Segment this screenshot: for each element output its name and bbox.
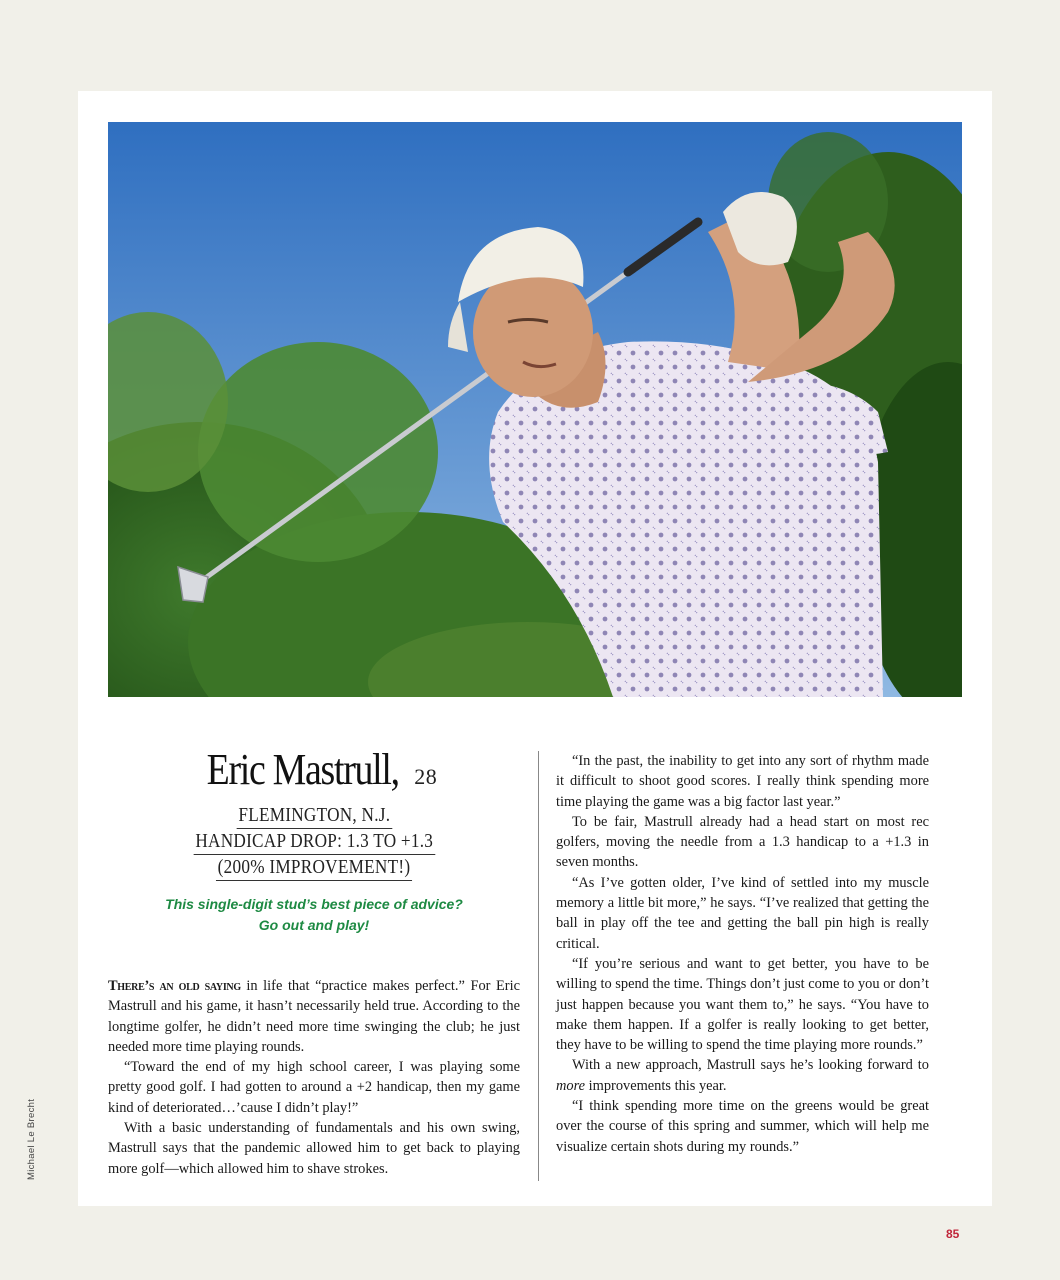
body-paragraph: “I think spending more time on the greens would be great over the course of this spring and summer, which will help me visualize certain shots during my rounds.” <box>556 1098 929 1155</box>
body-paragraph: “Toward the end of my high school career, I was playing some pretty good golf. I had gotten to around a +2 handicap, then my game kind of deteriorated…’cause I didn’t play!” <box>108 1059 520 1116</box>
body-paragraph: With a new approach, Mastrull says he’s looking forward to more improvements this year. <box>556 1057 929 1094</box>
body-paragraph: There’s an old saying in life that “practice makes perfect.” For Eric Mastrull and his game, it hasn’t necessarily held true. According to the longtime golfer, he didn’t need more time swinging the club; he just needed more time playing rounds. <box>108 978 520 1055</box>
profile-headline <box>108 747 520 881</box>
body-column-left <box>108 976 520 1179</box>
column-divider <box>538 751 539 1181</box>
golfer-location: FLEMINGTON, N.J. <box>236 803 391 829</box>
photo-credit: Michael Le Brecht <box>26 1098 37 1180</box>
dek-line-1: This single-digit stud’s best piece of advice? <box>165 896 463 912</box>
dek-line-2: Go out and play! <box>258 917 370 933</box>
body-paragraph: To be fair, Mastrull already had a head start on most rec golfers, moving the needle from a 1.3 handicap to a +1.3 in seven months. <box>556 813 929 871</box>
handicap-drop: HANDICAP DROP: 1.3 TO +1.3 <box>193 829 434 855</box>
lead-in: There’s an old saying <box>108 978 241 994</box>
article-dek <box>108 894 520 936</box>
body-paragraph: With a basic understanding of fundamentals and his own swing, Mastrull says that the pandemic allowed him to get back to playing more golf—which allowed him to shave strokes. <box>108 1120 520 1177</box>
golfer-age: 28 <box>414 764 438 789</box>
body-paragraph: “If you’re serious and want to get better, you have to be willing to spend the time. Things don’t just come to you or don’t just happen because you want them to,” he says. “You have to make them happen. If a golfer is really looking to get better, they have to be willing to spend the time playing more rounds.” <box>556 955 929 1054</box>
golfer-name: Eric Mastrull, <box>206 745 399 794</box>
golfer-illustration <box>108 122 962 697</box>
hero-photo <box>108 122 962 697</box>
body-paragraph: “As I’ve gotten older, I’ve kind of settled into my muscle memory a little bit more,” he says. “I’ve realized that getting the ball in play off the tee and getting the ball pin high is really critical. <box>556 874 929 952</box>
body-column-right <box>556 751 929 1157</box>
page-number: 85 <box>946 1227 960 1241</box>
improvement-note: (200% IMPROVEMENT!) <box>216 855 412 881</box>
emphasis: more <box>556 1077 586 1094</box>
body-paragraph: “In the past, the inability to get into any sort of rhythm made it difficult to shoot good scores. I really think spending more time playing the game was a big factor last year.” <box>556 753 929 810</box>
